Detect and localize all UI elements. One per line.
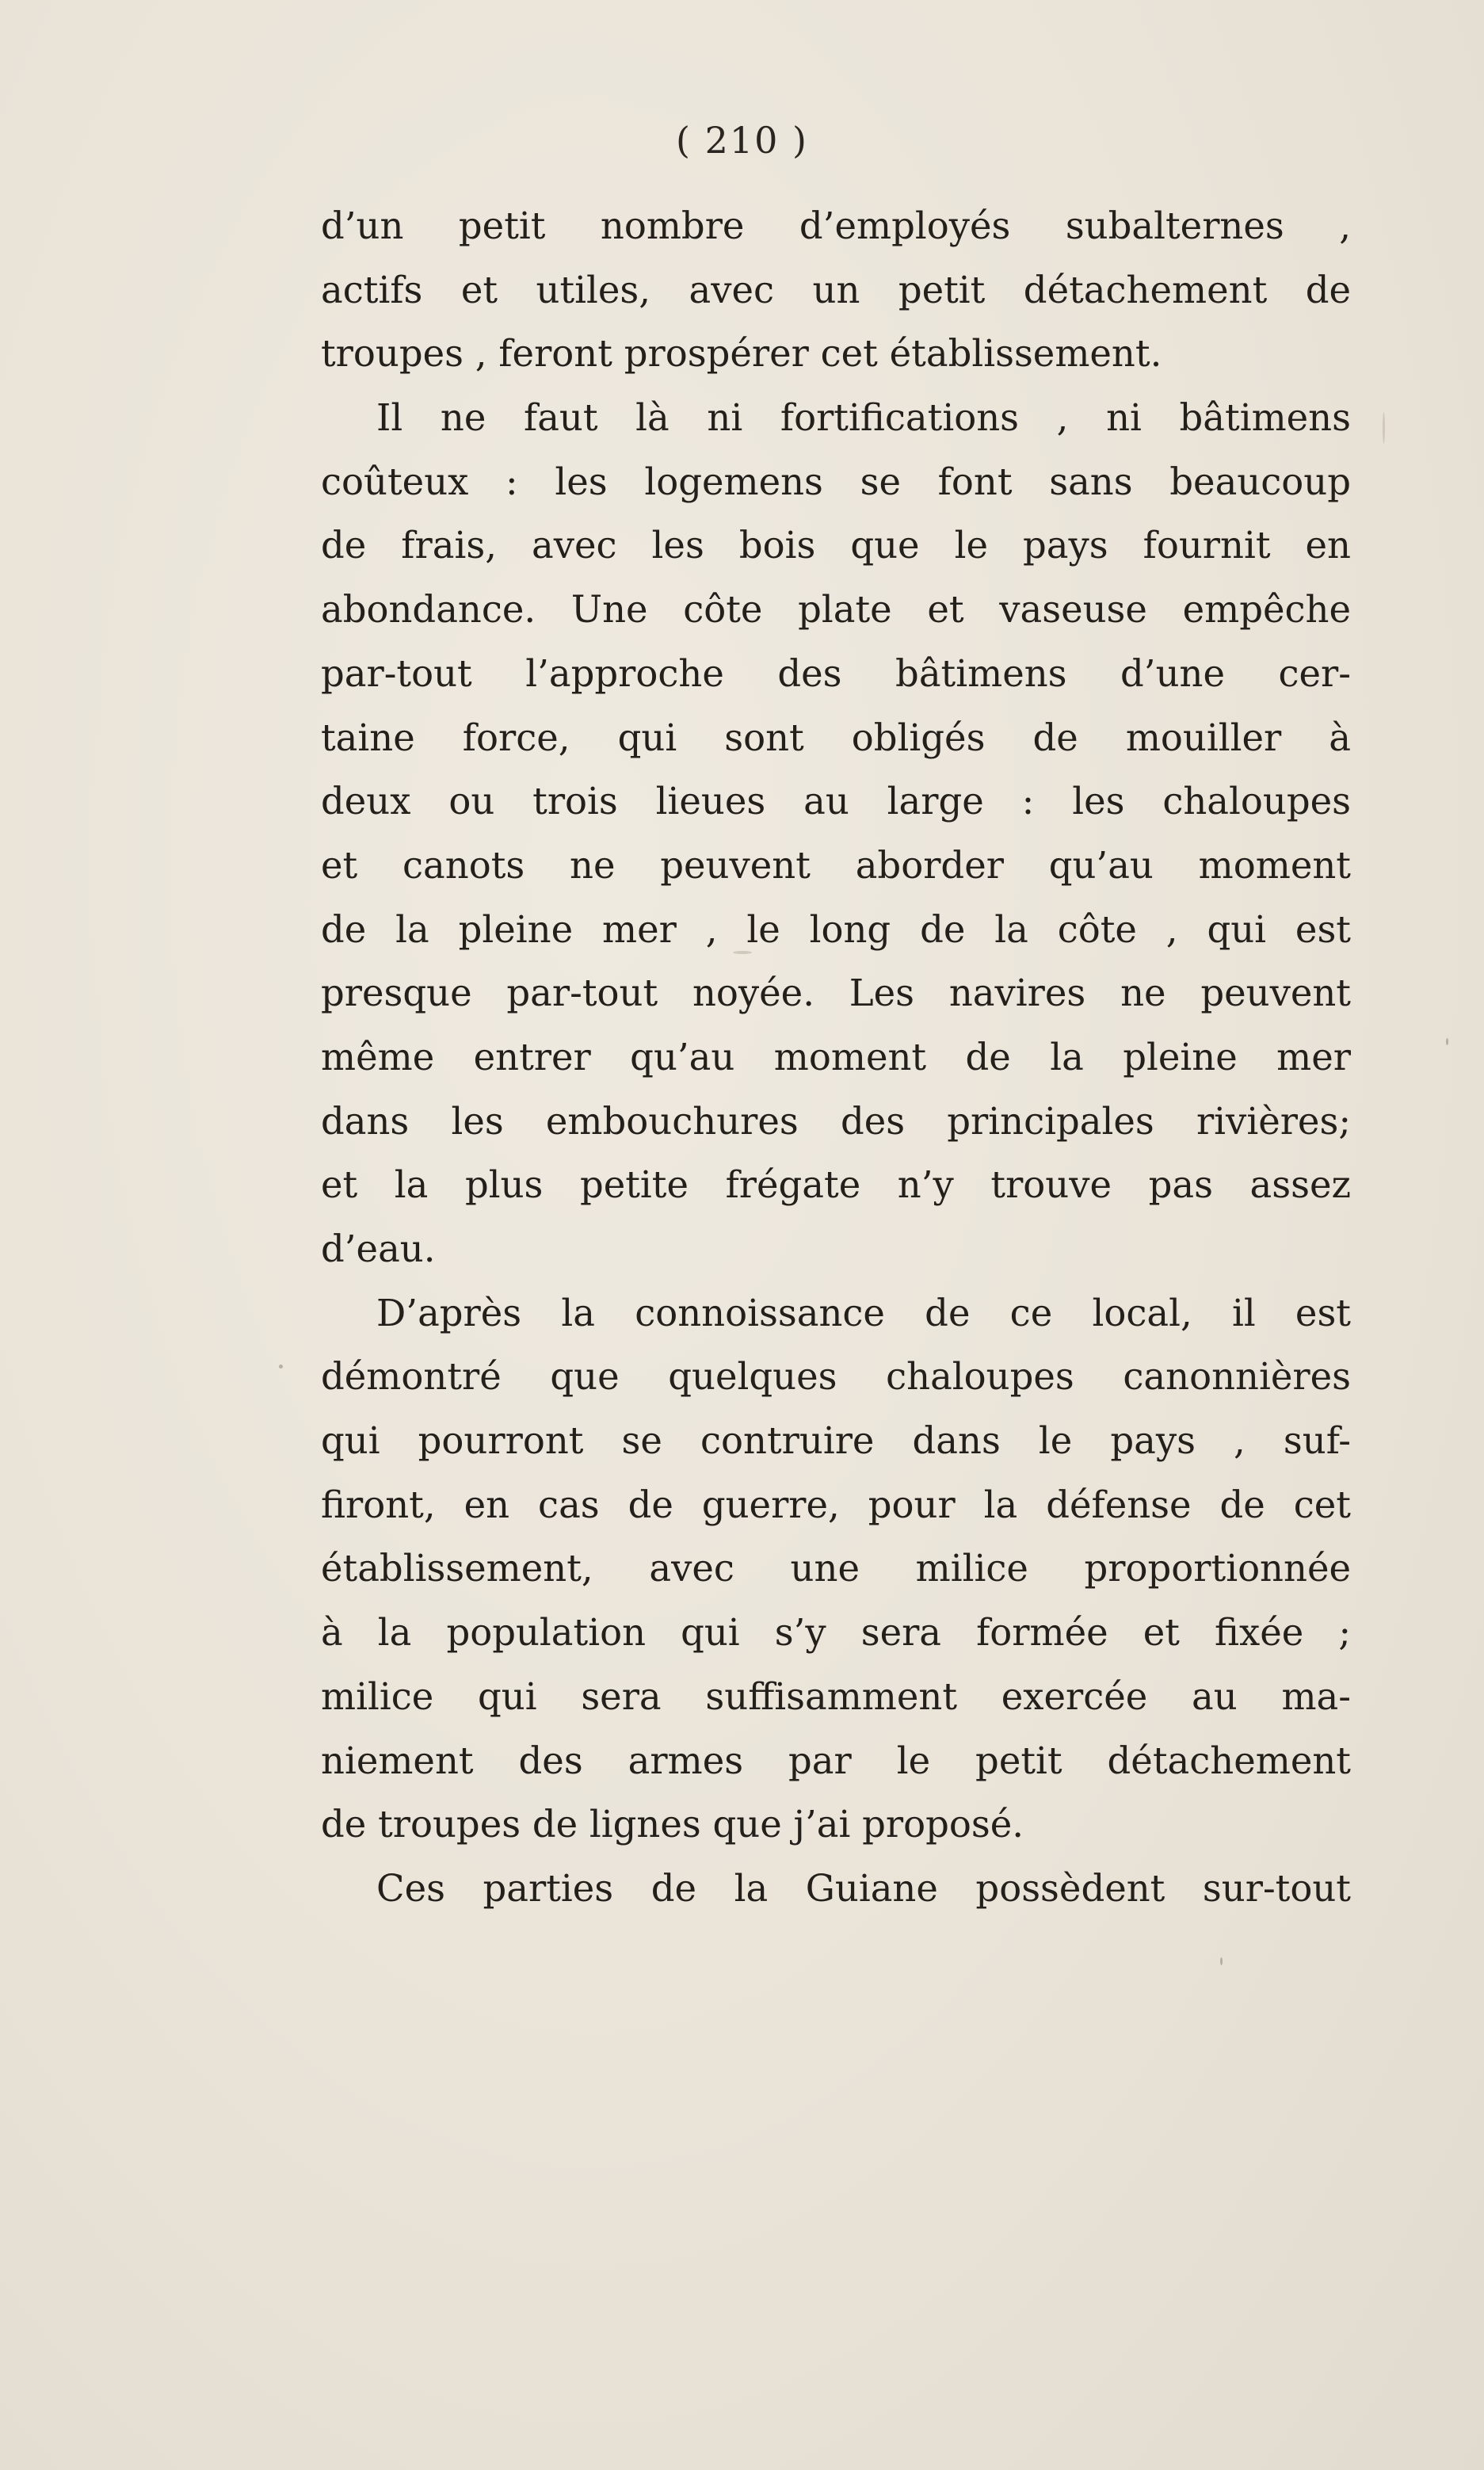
text-line: de frais, avec les bois que le pays fournit en (321, 524, 1351, 567)
text-line: dans les embouchures des principales rivières; (321, 1099, 1351, 1143)
page-number: ( 210 ) (676, 119, 808, 162)
text-line: coûteux : les logemens se font sans beaucoup (321, 460, 1351, 503)
text-line: démontré que quelques chaloupes canonnières (321, 1355, 1351, 1399)
text-line: actifs et utiles, avec un petit détachement de (321, 268, 1351, 311)
text-line: troupes , feront prospérer cet établissement. (321, 332, 1162, 376)
text-line: de la pleine mer , le long de la côte , qui est (321, 907, 1351, 951)
paper-speck (1446, 1038, 1448, 1045)
text-line: presque par-tout noyée. Les navires ne peuvent (321, 972, 1351, 1015)
text-line: Ces parties de la Guiane possèdent sur-tout (376, 1866, 1351, 1910)
paper-speck (1220, 1957, 1223, 1965)
text-line: de troupes de lignes que j’ai proposé. (321, 1803, 1024, 1846)
text-line: abondance. Une côte plate et vaseuse empêche (321, 588, 1351, 632)
text-line: milice qui sera suffisamment exercée au ma- (321, 1674, 1351, 1718)
text-line: à la population qui s’y sera formée et fixée ; (321, 1611, 1351, 1655)
text-line: même entrer qu’au moment de la pleine mer (321, 1035, 1351, 1078)
text-line: établissement, avec une milice proportionnée (321, 1547, 1351, 1590)
text-line: D’après la connoissance de ce local, il est (376, 1291, 1351, 1334)
text-line: d’un petit nombre d’employés subalternes , (321, 204, 1351, 247)
text-line: niement des armes par le petit détachement (321, 1739, 1351, 1782)
text-line: d’eau. (321, 1227, 436, 1270)
text-line: deux ou trois lieues au large : les chaloupes (321, 780, 1351, 823)
text-line: Il ne faut là ni fortifications , ni bâtimens (376, 396, 1351, 440)
text-line: qui pourront se contruire dans le pays , suf- (321, 1419, 1351, 1463)
text-line: taine force, qui sont obligés de mouiller à (321, 716, 1351, 759)
paper-speck (1383, 412, 1385, 444)
body-text (321, 194, 1351, 1921)
text-line: et canots ne peuvent aborder qu’au moment (321, 843, 1351, 887)
text-line: par-tout l’approche des bâtimens d’une cer- (321, 651, 1351, 695)
text-line: firont, en cas de guerre, pour la défense de cet (321, 1483, 1351, 1526)
paper-speck (279, 1365, 283, 1369)
text-line: et la plus petite frégate n’y trouve pas assez (321, 1163, 1351, 1207)
